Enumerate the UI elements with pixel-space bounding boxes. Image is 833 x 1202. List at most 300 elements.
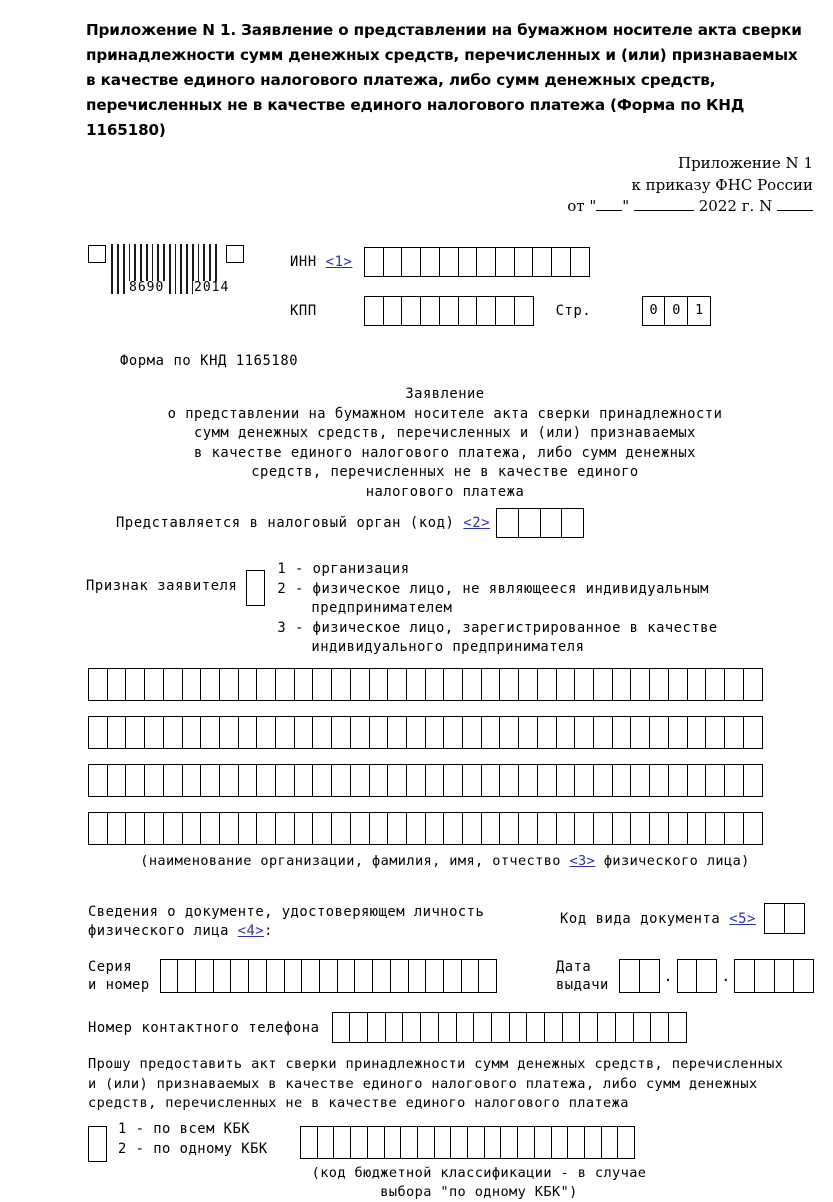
input-cell[interactable] — [478, 959, 497, 993]
input-cell[interactable] — [182, 812, 202, 845]
request-paragraph — [88, 1055, 804, 1114]
input-cell[interactable] — [238, 764, 258, 797]
input-cell[interactable] — [200, 764, 220, 797]
input-cell[interactable] — [443, 716, 463, 749]
input-cell[interactable] — [195, 959, 214, 993]
input-cell[interactable] — [481, 668, 501, 701]
input-cell[interactable] — [601, 1126, 619, 1159]
document-type-code-input[interactable] — [764, 903, 805, 934]
input-cell[interactable] — [312, 716, 332, 749]
identity-document-label-line-2: физического лица <4>: — [88, 923, 273, 939]
input-cell[interactable] — [350, 812, 370, 845]
input-cell[interactable] — [612, 716, 632, 749]
issue-date-year-input[interactable] — [734, 959, 814, 993]
tax-authority-label: Представляется в налоговый орган (код) <2> — [116, 515, 491, 531]
input-cell[interactable] — [284, 959, 303, 993]
input-cell[interactable] — [650, 1012, 669, 1043]
input-cell[interactable] — [408, 959, 427, 993]
input-cell[interactable] — [417, 1126, 435, 1159]
input-cell[interactable] — [402, 1012, 421, 1043]
input-cell[interactable] — [473, 1012, 492, 1043]
barcode-left-code: 8690 — [129, 280, 165, 295]
input-cell[interactable] — [461, 959, 480, 993]
input-cell[interactable] — [705, 812, 725, 845]
input-cell[interactable] — [615, 1012, 634, 1043]
input-cell[interactable] — [349, 1012, 368, 1043]
identity-document-label-line-1: Сведения о документе, удостоверяющем личность — [88, 904, 485, 920]
input-cell[interactable] — [481, 812, 501, 845]
input-cell[interactable] — [238, 812, 258, 845]
input-cell[interactable] — [160, 959, 179, 993]
input-cell[interactable] — [649, 812, 669, 845]
input-cell[interactable] — [687, 716, 707, 749]
input-cell[interactable] — [556, 716, 576, 749]
input-cell[interactable] — [724, 716, 744, 749]
input-cell[interactable] — [687, 812, 707, 845]
input-cell[interactable] — [612, 668, 632, 701]
input-cell[interactable] — [518, 508, 541, 538]
input-cell[interactable] — [443, 668, 463, 701]
issue-date-separator-1: . — [663, 967, 673, 985]
knd-form-code: Форма по КНД 1165180 — [120, 353, 299, 369]
input-cell[interactable] — [312, 812, 332, 845]
series-number-input[interactable] — [160, 959, 498, 993]
reference-year-text: 2022 г. N — [698, 197, 773, 215]
input-cell[interactable] — [401, 296, 421, 326]
input-cell[interactable] — [275, 716, 295, 749]
input-cell[interactable] — [793, 959, 814, 993]
input-cell[interactable] — [294, 764, 314, 797]
applicant-type-label: Признак заявителя — [86, 578, 238, 594]
input-cell[interactable] — [238, 668, 258, 701]
input-cell[interactable] — [724, 764, 744, 797]
input-cell[interactable] — [384, 1126, 402, 1159]
reference-date-line — [567, 196, 813, 218]
input-cell[interactable] — [332, 1012, 351, 1043]
tax-authority-input[interactable] — [496, 508, 584, 538]
input-cell[interactable] — [144, 716, 164, 749]
input-cell[interactable] — [425, 812, 445, 845]
name-grid-row-1[interactable] — [88, 668, 763, 701]
input-cell[interactable] — [331, 668, 351, 701]
input-cell[interactable] — [385, 1012, 404, 1043]
input-cell[interactable] — [612, 812, 632, 845]
input-cell[interactable] — [369, 668, 389, 701]
input-cell[interactable] — [406, 812, 426, 845]
input-cell[interactable] — [182, 764, 202, 797]
input-cell[interactable] — [518, 764, 538, 797]
inn-row — [290, 247, 590, 277]
input-cell[interactable] — [630, 764, 650, 797]
input-cell[interactable] — [499, 764, 519, 797]
page-number-digit: 1 — [687, 296, 711, 326]
issue-date-month-input[interactable] — [677, 959, 718, 993]
input-cell[interactable] — [526, 1012, 545, 1043]
input-cell[interactable] — [537, 668, 557, 701]
input-cell[interactable] — [182, 668, 202, 701]
input-cell[interactable] — [584, 1126, 602, 1159]
applicant-type-input[interactable] — [246, 570, 265, 606]
input-cell[interactable] — [593, 716, 613, 749]
input-cell[interactable] — [687, 764, 707, 797]
input-cell[interactable] — [514, 247, 534, 277]
input-cell[interactable] — [364, 296, 384, 326]
input-cell[interactable] — [443, 959, 462, 993]
input-cell[interactable] — [401, 247, 421, 277]
order-reference-block — [567, 153, 813, 218]
input-cell[interactable] — [687, 668, 707, 701]
input-cell[interactable] — [301, 959, 320, 993]
input-cell[interactable] — [331, 764, 351, 797]
input-cell[interactable] — [518, 668, 538, 701]
input-cell[interactable] — [88, 716, 108, 749]
input-cell[interactable] — [724, 668, 744, 701]
input-cell[interactable] — [337, 959, 356, 993]
input-cell[interactable] — [248, 959, 267, 993]
input-cell[interactable] — [144, 812, 164, 845]
input-cell[interactable] — [458, 247, 478, 277]
input-cell[interactable] — [754, 959, 775, 993]
input-cell[interactable] — [275, 764, 295, 797]
input-cell[interactable] — [177, 959, 196, 993]
input-cell[interactable] — [561, 508, 584, 538]
input-cell[interactable] — [649, 716, 669, 749]
input-cell[interactable] — [630, 812, 650, 845]
input-cell[interactable] — [406, 764, 426, 797]
input-cell[interactable] — [331, 716, 351, 749]
page-number-label: Стр. — [555, 303, 592, 319]
input-cell[interactable] — [456, 1012, 475, 1043]
barcode — [88, 244, 244, 294]
input-cell[interactable] — [668, 1012, 687, 1043]
input-cell[interactable] — [200, 668, 220, 701]
barcode-bars — [111, 244, 230, 295]
input-cell[interactable] — [481, 716, 501, 749]
input-cell[interactable] — [144, 764, 164, 797]
identity-document-footnote-link[interactable]: <4> — [237, 923, 265, 939]
input-cell[interactable] — [593, 812, 613, 845]
tax-authority-footnote-link[interactable]: <2> — [463, 515, 491, 531]
input-cell[interactable] — [439, 247, 459, 277]
input-cell[interactable] — [369, 764, 389, 797]
kbk-code-input[interactable] — [300, 1126, 635, 1159]
input-cell[interactable] — [784, 903, 805, 934]
input-cell[interactable] — [425, 959, 444, 993]
input-cell[interactable] — [354, 959, 373, 993]
input-cell[interactable] — [333, 1126, 351, 1159]
name-grid-row-3[interactable] — [88, 764, 763, 797]
input-cell[interactable] — [705, 764, 725, 797]
input-cell[interactable] — [387, 812, 407, 845]
input-cell[interactable] — [562, 1012, 581, 1043]
inn-footnote-link[interactable]: <1> — [325, 254, 353, 270]
kbk-options — [118, 1120, 268, 1159]
kbk-option-2: 2 - по одному КБК — [118, 1140, 268, 1157]
input-cell[interactable] — [163, 668, 183, 701]
input-cell[interactable] — [537, 764, 557, 797]
input-cell[interactable] — [570, 247, 590, 277]
input-cell[interactable] — [256, 716, 276, 749]
input-cell[interactable] — [425, 764, 445, 797]
input-cell[interactable] — [540, 508, 563, 538]
input-cell[interactable] — [499, 812, 519, 845]
input-cell[interactable] — [593, 668, 613, 701]
input-cell[interactable] — [467, 1126, 485, 1159]
input-cell[interactable] — [612, 764, 632, 797]
identity-document-label — [88, 903, 484, 941]
input-cell[interactable] — [266, 959, 285, 993]
input-cell[interactable] — [443, 764, 463, 797]
input-cell[interactable] — [462, 764, 482, 797]
input-cell[interactable] — [438, 1012, 457, 1043]
input-cell[interactable] — [88, 764, 108, 797]
input-cell[interactable] — [294, 668, 314, 701]
input-cell[interactable] — [406, 668, 426, 701]
input-cell[interactable] — [107, 668, 127, 701]
input-cell[interactable] — [500, 1126, 518, 1159]
input-cell[interactable] — [275, 668, 295, 701]
input-cell[interactable] — [499, 668, 519, 701]
input-cell[interactable] — [163, 812, 183, 845]
input-cell[interactable] — [331, 812, 351, 845]
input-cell[interactable] — [425, 716, 445, 749]
input-cell[interactable] — [633, 1012, 652, 1043]
input-cell[interactable] — [439, 296, 459, 326]
input-cell[interactable] — [514, 296, 534, 326]
input-cell[interactable] — [551, 247, 571, 277]
input-cell[interactable] — [163, 764, 183, 797]
input-cell[interactable] — [518, 812, 538, 845]
input-cell[interactable] — [518, 716, 538, 749]
name-caption-footnote-link[interactable]: <3> — [569, 853, 596, 869]
input-cell[interactable] — [556, 764, 576, 797]
input-cell[interactable] — [238, 716, 258, 749]
document-type-code-footnote-link[interactable]: <5> — [729, 910, 756, 927]
input-cell[interactable] — [125, 668, 145, 701]
request-line-3: средств, перечисленных не в качестве единого налогового платежа — [88, 1095, 629, 1111]
input-cell[interactable] — [556, 812, 576, 845]
input-cell[interactable] — [462, 716, 482, 749]
issue-date-separator-2: . — [721, 967, 731, 985]
document-title — [86, 385, 804, 502]
input-cell[interactable] — [367, 1126, 385, 1159]
input-cell[interactable] — [406, 716, 426, 749]
input-cell[interactable] — [294, 812, 314, 845]
input-cell[interactable] — [458, 296, 478, 326]
input-cell[interactable] — [705, 668, 725, 701]
input-cell[interactable] — [734, 959, 755, 993]
input-cell[interactable] — [294, 716, 314, 749]
name-grid-row-4[interactable] — [88, 812, 763, 845]
input-cell[interactable] — [213, 959, 232, 993]
input-cell[interactable] — [574, 812, 594, 845]
input-cell[interactable] — [774, 959, 795, 993]
kbk-caption — [190, 1164, 768, 1202]
input-cell[interactable] — [476, 247, 496, 277]
input-cell[interactable] — [499, 716, 519, 749]
input-cell[interactable] — [556, 668, 576, 701]
input-cell[interactable] — [256, 668, 276, 701]
input-cell[interactable] — [256, 812, 276, 845]
input-cell[interactable] — [544, 1012, 563, 1043]
input-cell[interactable] — [350, 1126, 368, 1159]
input-cell[interactable] — [107, 716, 127, 749]
input-cell[interactable] — [256, 764, 276, 797]
input-cell[interactable] — [182, 716, 202, 749]
input-cell[interactable] — [597, 1012, 616, 1043]
input-cell[interactable] — [476, 296, 496, 326]
input-cell[interactable] — [443, 812, 463, 845]
issue-date-row — [556, 958, 814, 994]
input-cell[interactable] — [350, 668, 370, 701]
input-cell[interactable] — [163, 716, 183, 749]
input-cell[interactable] — [400, 1126, 418, 1159]
input-cell[interactable] — [125, 812, 145, 845]
input-cell[interactable] — [219, 764, 239, 797]
input-cell[interactable] — [574, 764, 594, 797]
page-number-digit: 0 — [664, 296, 688, 326]
input-cell[interactable] — [107, 812, 127, 845]
input-cell[interactable] — [350, 716, 370, 749]
page-number-value — [642, 296, 711, 326]
input-cell[interactable] — [369, 812, 389, 845]
input-cell[interactable] — [517, 1126, 535, 1159]
input-cell[interactable] — [300, 1126, 318, 1159]
input-cell[interactable] — [495, 247, 515, 277]
input-cell[interactable] — [230, 959, 249, 993]
input-cell[interactable] — [537, 812, 557, 845]
input-cell[interactable] — [312, 764, 332, 797]
input-cell[interactable] — [481, 764, 501, 797]
input-cell[interactable] — [743, 668, 763, 701]
document-title-line-3: сумм денежных средств, перечисленных и (или) признаваемых — [194, 425, 696, 441]
input-cell[interactable] — [364, 247, 384, 277]
input-cell[interactable] — [200, 812, 220, 845]
reference-number-blank — [777, 210, 813, 211]
input-cell[interactable] — [743, 812, 763, 845]
input-cell[interactable] — [219, 812, 239, 845]
input-cell[interactable] — [462, 668, 482, 701]
inn-input[interactable] — [364, 247, 590, 277]
applicant-option-1: 1 - организация — [277, 561, 410, 577]
input-cell[interactable] — [387, 764, 407, 797]
input-cell[interactable] — [462, 812, 482, 845]
input-cell[interactable] — [630, 716, 650, 749]
input-cell[interactable] — [383, 247, 403, 277]
input-cell[interactable] — [107, 764, 127, 797]
applicant-type-row — [86, 560, 718, 658]
input-cell[interactable] — [509, 1012, 528, 1043]
input-cell[interactable] — [537, 716, 557, 749]
input-cell[interactable] — [319, 959, 338, 993]
input-cell[interactable] — [574, 716, 594, 749]
input-cell[interactable] — [420, 296, 440, 326]
input-cell[interactable] — [387, 668, 407, 701]
input-cell[interactable] — [764, 903, 785, 934]
input-cell[interactable] — [450, 1126, 468, 1159]
document-type-code-label: Код вида документа <5> — [560, 910, 756, 927]
input-cell[interactable] — [275, 812, 295, 845]
request-line-1: Прошу предоставить акт сверки принадлежности сумм денежных средств, перечисленных — [88, 1056, 784, 1072]
input-cell[interactable] — [649, 764, 669, 797]
input-cell[interactable] — [390, 959, 409, 993]
input-cell[interactable] — [630, 668, 650, 701]
input-cell[interactable] — [219, 668, 239, 701]
barcode-right-corner-box — [226, 245, 244, 263]
input-cell[interactable] — [668, 764, 688, 797]
input-cell[interactable] — [491, 1012, 510, 1043]
input-cell[interactable] — [668, 668, 688, 701]
phone-input[interactable] — [332, 1012, 687, 1043]
input-cell[interactable] — [434, 1126, 452, 1159]
input-cell[interactable] — [696, 959, 717, 993]
input-cell[interactable] — [617, 1126, 635, 1159]
document-title-line-5: средств, перечисленных не в качестве единого — [251, 464, 639, 480]
input-cell[interactable] — [593, 764, 613, 797]
input-cell[interactable] — [495, 296, 515, 326]
phone-row — [88, 1012, 687, 1043]
input-cell[interactable] — [724, 812, 744, 845]
input-cell[interactable] — [383, 296, 403, 326]
kbk-选择-input[interactable] — [88, 1126, 107, 1162]
input-cell[interactable] — [532, 247, 552, 277]
document-title-line-4: в качестве единого налогового платежа, либо сумм денежных — [194, 444, 696, 461]
input-cell[interactable] — [705, 716, 725, 749]
input-cell[interactable] — [367, 1012, 386, 1043]
input-cell[interactable] — [317, 1126, 335, 1159]
document-title-line-1: Заявление — [405, 386, 485, 402]
input-cell[interactable] — [574, 668, 594, 701]
input-cell[interactable] — [534, 1126, 552, 1159]
document-title-line-2: о представлении на бумажном носителе акта сверки принадлежности — [167, 405, 723, 422]
kpp-input[interactable] — [364, 296, 534, 326]
input-cell[interactable] — [484, 1126, 502, 1159]
input-cell[interactable] — [551, 1126, 569, 1159]
input-cell[interactable] — [200, 716, 220, 749]
input-cell[interactable] — [219, 716, 239, 749]
input-cell[interactable] — [619, 959, 640, 993]
input-cell[interactable] — [88, 812, 108, 845]
kbk-caption-line-1: (код бюджетной классификации - в случае — [311, 1165, 647, 1181]
input-cell[interactable] — [125, 764, 145, 797]
input-cell[interactable] — [420, 1012, 439, 1043]
input-cell[interactable] — [668, 812, 688, 845]
input-cell[interactable] — [743, 716, 763, 749]
input-cell[interactable] — [639, 959, 660, 993]
issue-date-day-input[interactable] — [619, 959, 660, 993]
input-cell[interactable] — [125, 716, 145, 749]
name-grid-row-2[interactable] — [88, 716, 763, 749]
input-cell[interactable] — [372, 959, 391, 993]
input-cell[interactable] — [649, 668, 669, 701]
input-cell[interactable] — [144, 668, 164, 701]
input-cell[interactable] — [350, 764, 370, 797]
input-cell[interactable] — [668, 716, 688, 749]
input-cell[interactable] — [369, 716, 389, 749]
input-cell[interactable] — [496, 508, 519, 538]
input-cell[interactable] — [387, 716, 407, 749]
input-cell[interactable] — [677, 959, 698, 993]
input-cell[interactable] — [567, 1126, 585, 1159]
input-cell[interactable] — [425, 668, 445, 701]
input-cell[interactable] — [743, 764, 763, 797]
input-cell[interactable] — [579, 1012, 598, 1043]
input-cell[interactable] — [420, 247, 440, 277]
input-cell[interactable] — [88, 668, 108, 701]
kpp-row — [290, 296, 711, 326]
input-cell[interactable] — [312, 668, 332, 701]
phone-label: Номер контактного телефона — [88, 1019, 320, 1036]
